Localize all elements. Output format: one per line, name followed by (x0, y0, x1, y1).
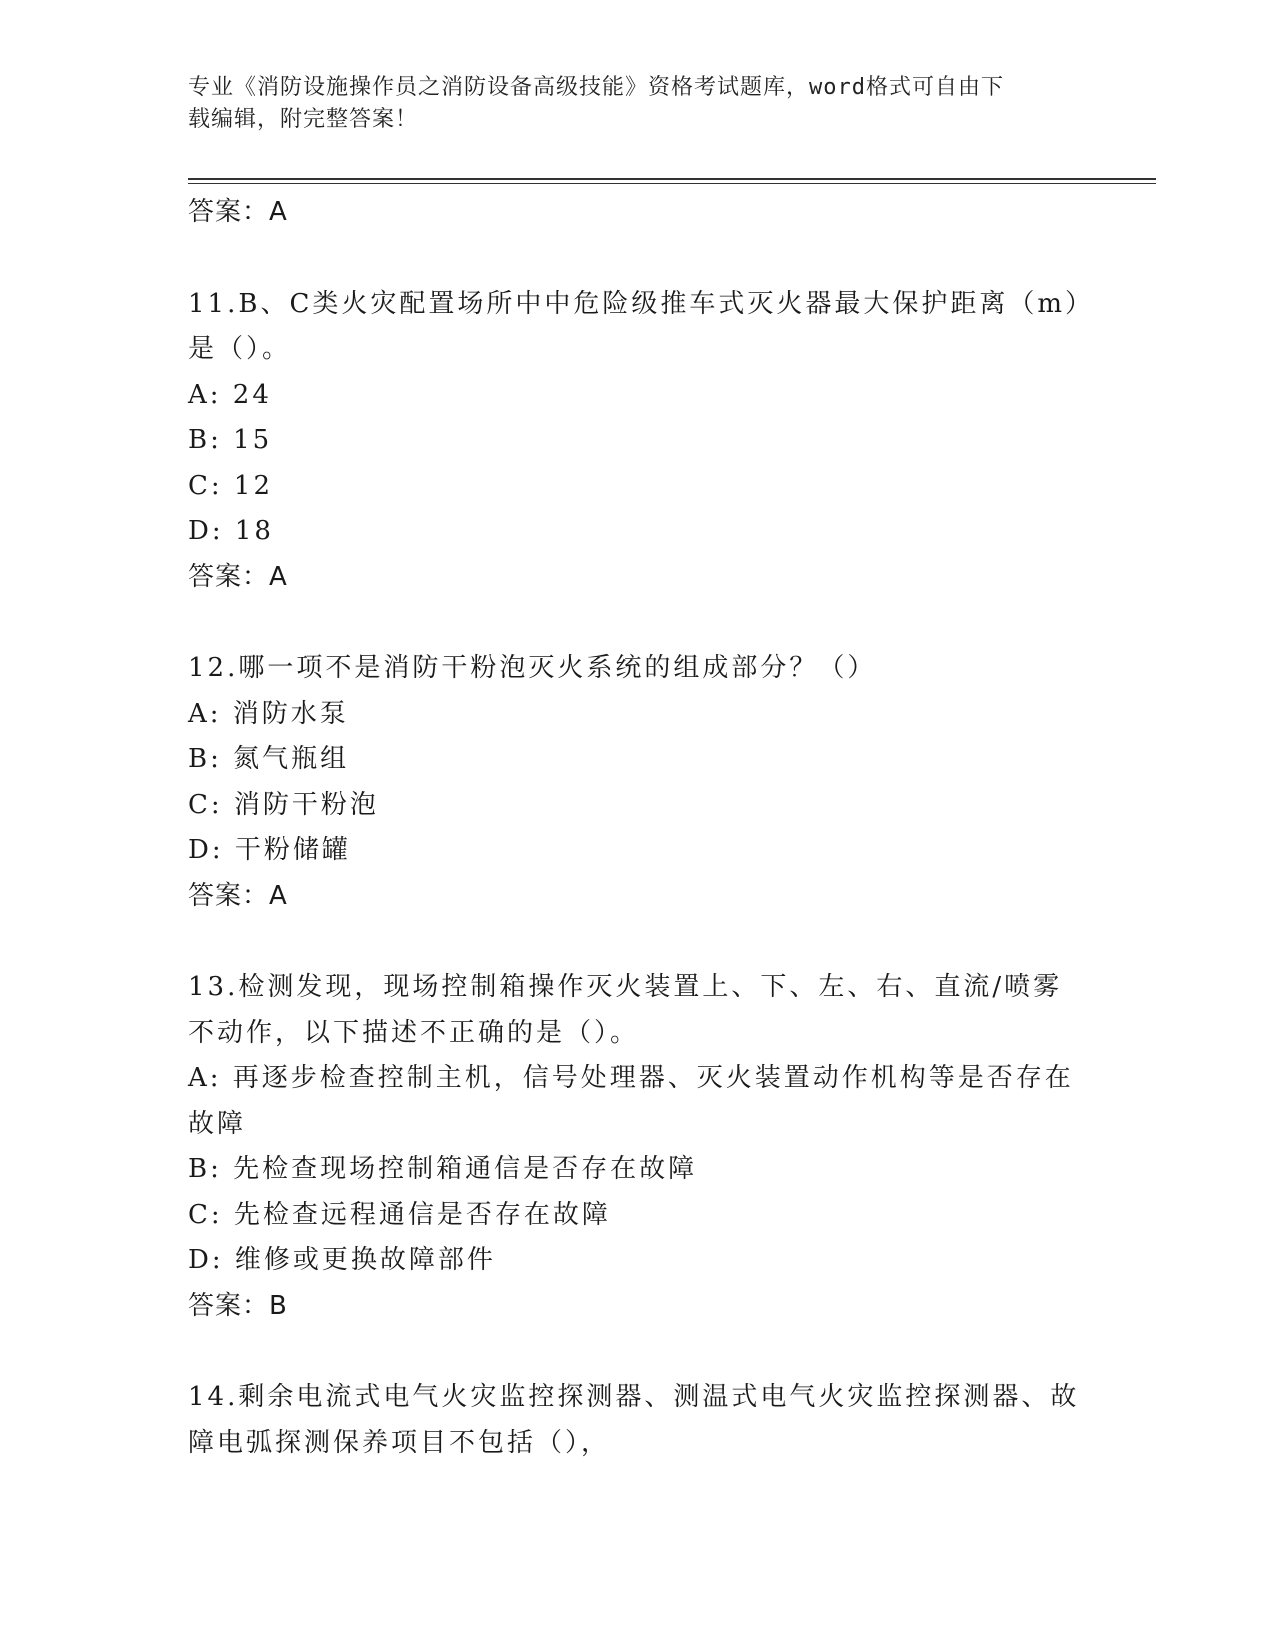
question-stem: 12.哪一项不是消防干粉泡灭火系统的组成部分？（） (188, 653, 877, 683)
option-b: B: 先检查现场控制箱通信是否存在故障 (188, 1154, 698, 1184)
question-11 (188, 282, 1095, 601)
spacer (188, 1329, 1088, 1375)
option-d: D: 干粉储罐 (188, 835, 351, 865)
option-c: C: 消防干粉泡 (188, 789, 379, 820)
answer-line: 答案：A (188, 880, 288, 911)
answer-line: 答案：A (188, 197, 288, 227)
option-c: C: 12 (188, 470, 274, 501)
option-a: A: 再逐步检查控制主机，信号处理器、灭火装置动作机构等是否存在 (188, 1063, 1074, 1093)
question-stem: 13.检测发现，现场控制箱操作灭火装置上、下、左、右、直流/喷雾 (188, 972, 1063, 1002)
question-stem: 是（）。 (188, 334, 292, 364)
option-a-continued: 故障 (188, 1108, 247, 1139)
answer-line: 答案：A (188, 561, 288, 592)
spacer (188, 919, 1088, 965)
option-d: D: 18 (188, 516, 274, 546)
header-line-1: 专业《消防设施操作员之消防设备高级技能》资格考试题库，word格式可自由下 (188, 75, 1004, 100)
option-b: B: 氮气瓶组 (188, 744, 350, 774)
question-stem: 障电弧探测保养项目不包括（）， (188, 1427, 611, 1458)
option-d: D: 维修或更换故障部件 (188, 1245, 496, 1275)
question-stem: 14.剩余电流式电气火灾监控探测器、测温式电气火灾监控探测器、故 (188, 1382, 1080, 1412)
option-c: C: 先检查远程通信是否存在故障 (188, 1199, 611, 1230)
option-a: A: 24 (188, 379, 272, 410)
question-13 (188, 965, 1088, 1329)
spacer (188, 236, 1088, 282)
header-divider-thick (188, 178, 1156, 180)
header-divider-thin (188, 183, 1156, 184)
question-12 (188, 646, 1088, 919)
page-header (188, 72, 1088, 136)
spacer (188, 600, 1088, 646)
question-list (188, 190, 1095, 1466)
answer-line: 答案：B (188, 1290, 288, 1321)
header-line-2: 载编辑，附完整答案！ (188, 107, 419, 132)
question-stem: 不动作，以下描述不正确的是（）。 (188, 1017, 640, 1048)
question-14 (188, 1375, 1088, 1466)
option-a: A: 消防水泵 (188, 698, 349, 729)
option-b: B: 15 (188, 425, 273, 455)
question-stem: 11.B、C类火灾配置场所中中危险级推车式灭火器最大保护距离（m） (188, 288, 1095, 319)
